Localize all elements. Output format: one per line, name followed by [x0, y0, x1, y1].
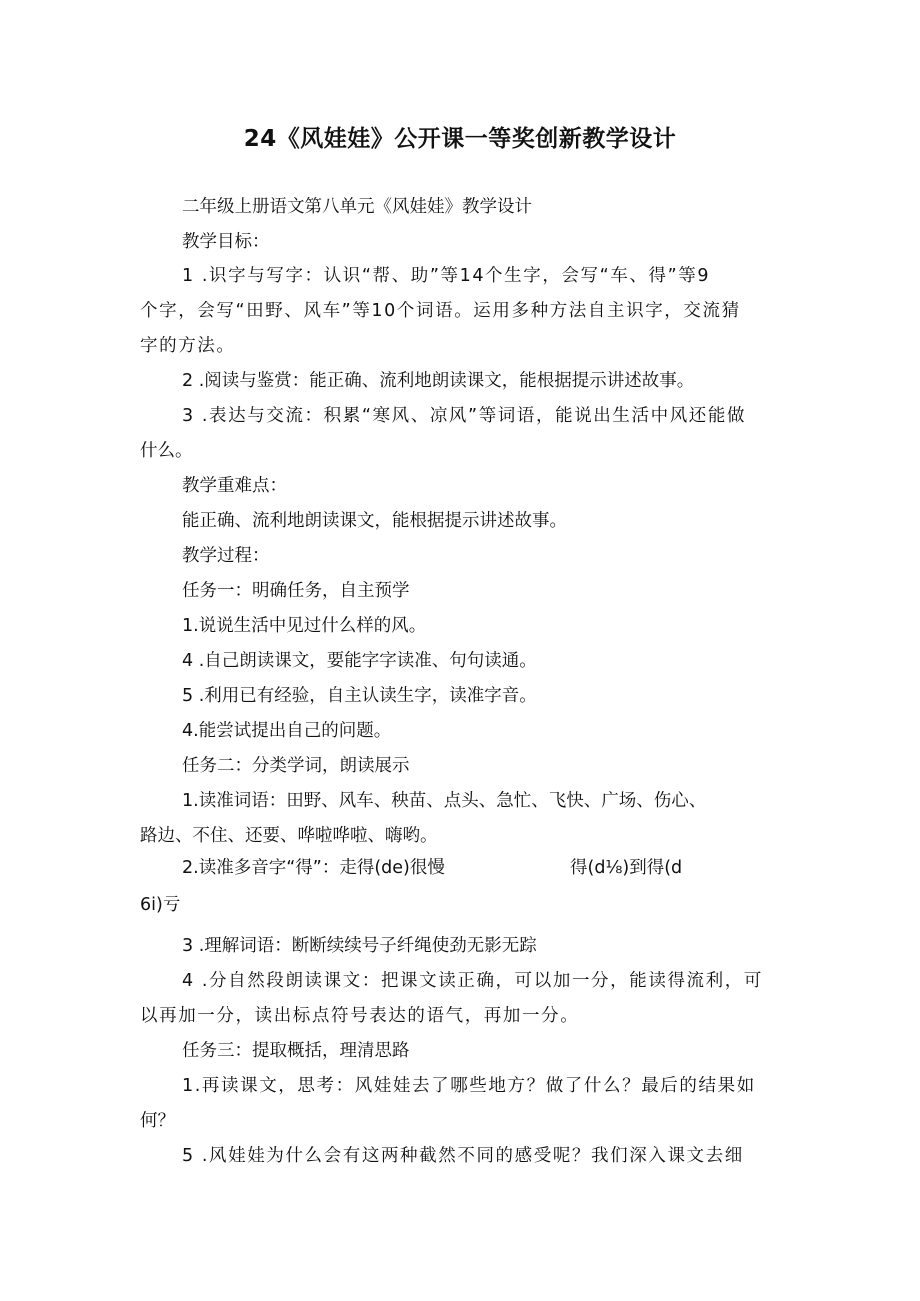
- task-3-item-1-line-2: 何？: [140, 1111, 175, 1131]
- task-2-item-4-line-2: 以再加一分，读出标点符号表达的语气，再加一分。: [140, 1006, 580, 1026]
- task-1-item-2: 4 .自己朗读课文，要能字字读准、句句读通。: [182, 651, 537, 671]
- task-3-item-2: 5 .风娃娃为什么会有这两种截然不同的感受呢？我们深入课文去细: [182, 1146, 744, 1166]
- task-2-item-2-part-2: 得(d⅛)到得(d: [570, 858, 683, 878]
- task-2-item-1-line-1: 1.读准词语：田野、风车、秧苗、点头、急忙、飞快、广场、伤心、: [182, 791, 707, 811]
- goal-1-line-2: 个字，会写“田野、风车”等10个词语。运用多种方法自主识字，交流猜: [140, 301, 741, 321]
- task-3-heading: 任务三：提取概括，理清思路: [182, 1041, 410, 1061]
- key-points: 能正确、流利地朗读课文，能根据提示讲述故事。: [182, 511, 567, 531]
- page-title: 24《风娃娃》公开课一等奖创新教学设计: [243, 126, 677, 152]
- task-3-item-1-line-1: 1.再读课文，思考：风娃娃去了哪些地方？做了什么？最后的结果如: [182, 1076, 756, 1096]
- task-2-item-2-part-3: 6i)亏: [140, 895, 181, 915]
- task-2-item-4-line-1: 4 .分自然段朗读课文：把课文读正确，可以加一分，能读得流利，可: [182, 971, 763, 991]
- goal-2: 2 .阅读与鉴赏：能正确、流利地朗读课文，能根据提示讲述故事。: [182, 371, 695, 391]
- key-points-heading: 教学重难点：: [182, 476, 287, 496]
- task-1-heading: 任务一：明确任务，自主预学: [182, 581, 410, 601]
- goals-heading: 教学目标：: [182, 232, 270, 252]
- task-1-item-4: 4.能尝试提出自己的问题。: [182, 721, 392, 741]
- task-2-heading: 任务二：分类学词，朗读展示: [182, 756, 410, 776]
- goal-1-line-3: 字的方法。: [140, 336, 236, 356]
- process-heading: 教学过程：: [182, 546, 270, 566]
- subtitle: 二年级上册语文第八单元《风娃娃》教学设计: [182, 197, 532, 217]
- goal-3-line-2: 什么。: [140, 441, 193, 461]
- task-1-item-3: 5 .利用已有经验，自主认读生字，读准字音。: [182, 686, 537, 706]
- task-1-item-1: 1.说说生活中见过什么样的风。: [182, 616, 427, 636]
- goal-1-line-1: 1 .识字与写字：认识“帮、助”等14个生字，会写“车、得”等9: [182, 266, 711, 286]
- goal-3-line-1: 3 .表达与交流：积累“寒风、凉风”等词语，能说出生活中风还能做: [182, 406, 747, 426]
- task-2-item-3: 3 .理解词语：断断续续号子纤绳使劲无影无踪: [182, 936, 537, 956]
- task-2-item-1-line-2: 路边、不住、还要、哗啦哗啦、嗨哟。: [140, 826, 438, 846]
- task-2-item-2-part-1: 2.读准多音字“得”：走得(de)很慢: [182, 858, 445, 878]
